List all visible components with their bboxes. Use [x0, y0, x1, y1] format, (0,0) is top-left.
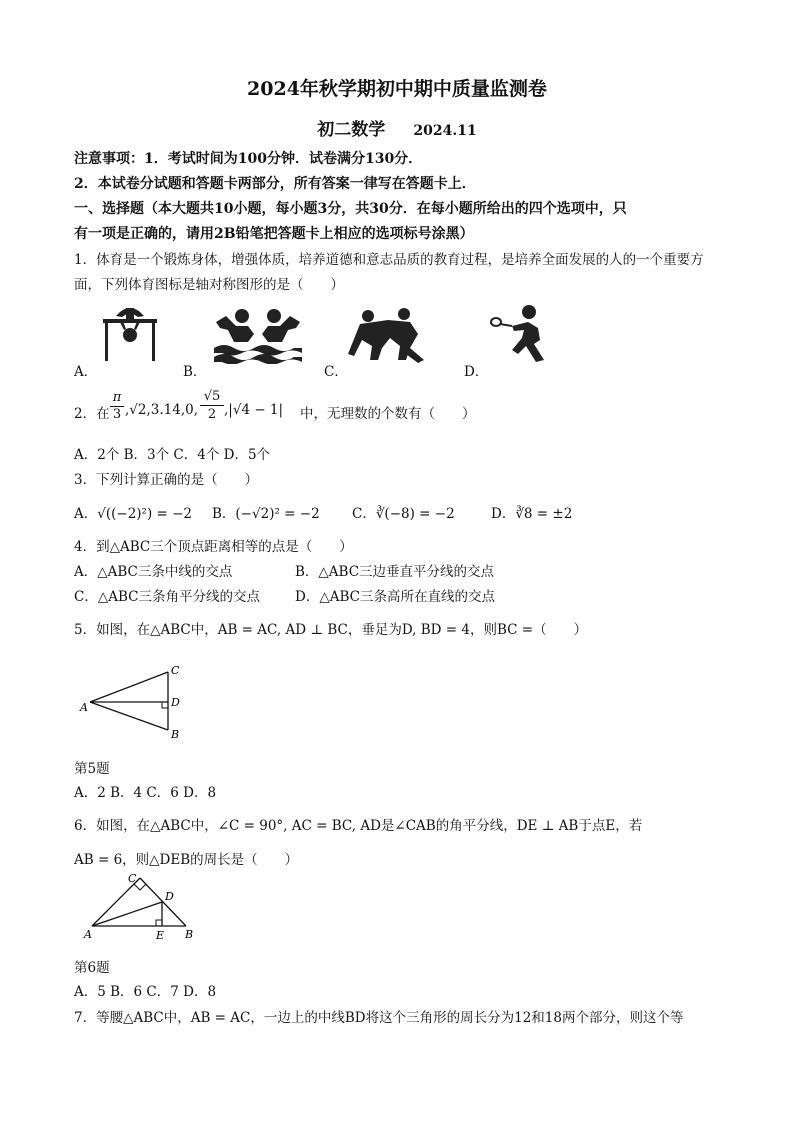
q6-stem-line-1: 6．如图，在△ABC中，∠C = 90°, AC = BC, AD是∠CAB的角平分线，DE ⊥ AB于点E，若 [74, 818, 643, 834]
q5-options: A．2 B．4 C．6 D．8 [74, 785, 217, 801]
section1-line-2: 有一项是正确的，请用2B铅笔把答题卡上相应的选项标号涂黑） [74, 226, 474, 242]
exam-date: 2024.11 [413, 123, 477, 139]
subtitle-row [0, 115, 794, 140]
q7-stem-line-1: 7．等腰△ABC中，AB = AC，一边上的中线BD将这个三角形的周长分为12和18两个部分，则这个等 [74, 1010, 684, 1026]
badminton-icon [486, 304, 548, 364]
q5-stem: 5．如图，在△ABC中，AB = AC, AD ⊥ BC，垂足为D, BD = 4，则BC =（ ） [74, 622, 588, 638]
q5-label-d: D [171, 696, 180, 709]
q2-list-mid: ,√2,3.14,0, [125, 402, 199, 418]
q5-label-b: B [171, 728, 180, 740]
q1-option-b: B． [183, 364, 207, 380]
q6-label-c: C [128, 872, 137, 885]
notes-line-1: 注意事项：1．考试时间为100分钟．试卷满分130分． [74, 151, 423, 167]
q1-stem-line-2: 面，下列体育图标是轴对称图形的是（ ） [74, 277, 344, 293]
q1-option-a: A． [74, 364, 98, 380]
q5-caption: 第5题 [74, 761, 110, 777]
q6-label-a: A [84, 928, 92, 941]
q6-caption: 第6题 [74, 960, 110, 976]
page-title: 2024年秋学期初中期中质量监测卷 [247, 78, 547, 100]
q3-option-b: B．(−√2)² = −2 [212, 506, 320, 522]
q4-option-c: C．△ABC三条角平分线的交点 [74, 589, 260, 605]
subject-label: 初二数学 [317, 120, 386, 140]
swimming-icon [212, 308, 304, 364]
q4-option-d: D．△ABC三条高所在直线的交点 [295, 589, 495, 605]
q2-sqrt5: √5 [200, 388, 224, 406]
q1-option-d: D． [464, 364, 489, 380]
q2-pi: π [110, 390, 124, 407]
q2-sqrt5-denominator: 2 [207, 407, 217, 422]
notes-line-2: 2．本试卷分试题和答题卡两部分，所有答案一律写在答题卡上． [74, 176, 476, 192]
q6-label-e: E [156, 929, 165, 942]
q6-stem-line-2: AB = 6，则△DEB的周长是（ ） [74, 852, 299, 868]
q6-triangle-figure [82, 870, 202, 942]
q5-label-c: C [171, 664, 180, 677]
q4-option-a: A．△ABC三条中线的交点 [74, 564, 233, 580]
q2-options: A．2个 B．3个 C．4个 D．5个 [74, 447, 271, 463]
q2-pi-denominator: 3 [112, 407, 122, 422]
q5-triangle-figure [78, 660, 188, 740]
q5-label-a: A [80, 701, 88, 714]
wrestling-icon [348, 308, 428, 364]
q3-stem: 3．下列计算正确的是（ ） [74, 472, 259, 488]
q3-option-c: C．∛(−8) = −2 [352, 506, 455, 522]
q4-option-b: B．△ABC三边垂直平分线的交点 [295, 564, 495, 580]
section1-line-1: 一、选择题（本大题共10小题，每小题3分，共30分．在每小题所给出的四个选项中，只 [74, 201, 627, 217]
q6-label-d: D [165, 890, 174, 903]
q2-pi-fraction [110, 390, 124, 423]
q3-option-a: A．√((−2)²) = −2 [74, 506, 193, 522]
q4-stem: 4．到△ABC三个顶点距离相等的点是（ ） [74, 539, 353, 555]
q1-option-c: C． [324, 364, 348, 380]
q6-label-b: B [185, 928, 194, 941]
q2-suffix: 中，无理数的个数有（ ） [300, 406, 476, 422]
q3-option-d: D．∛8 = ±2 [491, 506, 573, 522]
q2-abs-expr: ,|√4 − 1| [224, 402, 284, 418]
gymnastics-icon [100, 302, 160, 364]
q1-stem-line-1: 1．体育是一个锻炼身体，增强体质，培养道德和意志品质的教育过程，是培养全面发展的人的一个重要方 [74, 252, 704, 268]
q2-sqrt5-fraction [200, 388, 224, 423]
q6-options: A．5 B．6 C．7 D．8 [74, 984, 217, 1000]
q2-prefix: 2．在 [74, 406, 110, 422]
